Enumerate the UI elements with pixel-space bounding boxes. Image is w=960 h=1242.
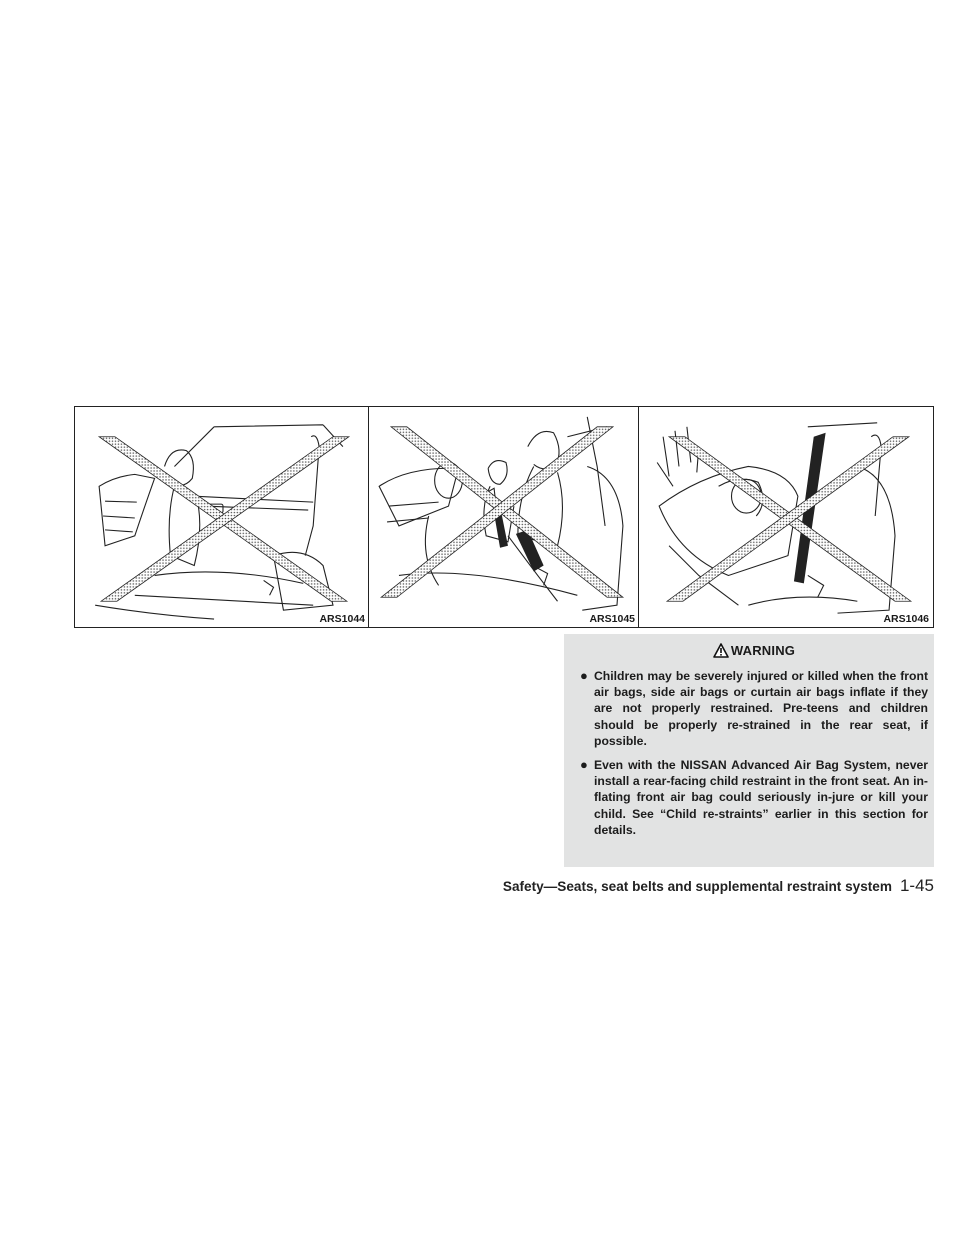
list-item xyxy=(580,668,928,749)
page-footer xyxy=(503,876,934,898)
figure-label: ARS1046 xyxy=(883,613,929,625)
warning-list xyxy=(580,668,928,838)
warning-text: Children may be severely injured or killed when the front air bags, side air bags or curtain air bags inflate if they are not properly restrained. Pre-teens and children should be properly re-strained in the rear seat, if possible. xyxy=(594,669,928,748)
rear-facing-seat-illustration xyxy=(639,407,933,627)
unrestrained-child-illustration xyxy=(75,407,369,627)
bullet-icon: ● xyxy=(580,757,588,773)
list-item xyxy=(580,757,928,838)
figure-label: ARS1045 xyxy=(589,613,635,625)
figure-ars1044 xyxy=(74,406,370,628)
figure-label: ARS1044 xyxy=(319,613,365,625)
warning-title: WARNING xyxy=(730,643,796,658)
warning-text: Even with the NISSAN Advanced Air Bag System, never install a rear-facing child restraint in the front seat. An in-flating front air bag could seriously in-jure or kill your child. See “Child re-straints” earlier in this section for details. xyxy=(594,758,928,837)
illustration-strip xyxy=(74,406,934,630)
warning-triangle-icon xyxy=(713,643,729,658)
child-on-lap-illustration xyxy=(369,407,639,627)
warning-heading xyxy=(580,640,928,662)
figure-ars1046 xyxy=(638,406,934,628)
warning-box xyxy=(564,634,934,867)
bullet-icon: ● xyxy=(580,668,588,683)
page-number: 1-45 xyxy=(899,876,934,895)
section-title: Safety—Seats, seat belts and supplemental restraint system xyxy=(502,879,892,894)
figure-ars1045 xyxy=(368,406,640,628)
